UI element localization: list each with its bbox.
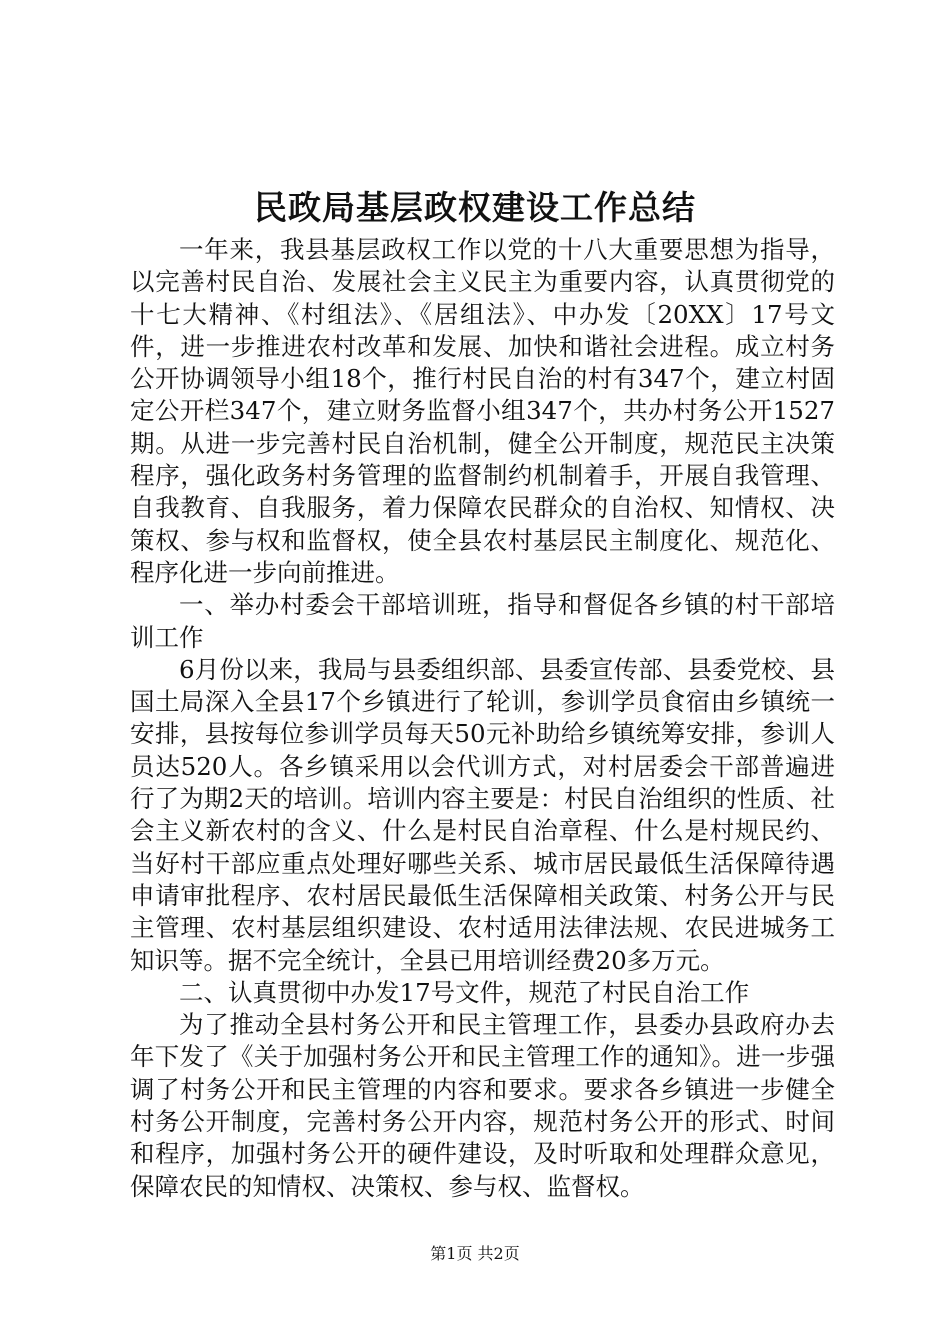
intro-paragraph: 一年来，我县基层政权工作以党的十八大重要思想为指导，以完善村民自治、发展社会主义民主为重要内容，认真贯彻党的十七大精神、《村组法》、《居组法》、中办发〔20XX〕17号文件，进一步推进农村改革和发展、加快和谐社会进程。成立村务公开协调领导小组18个，推行村民自治的村有347个，建立村固定公开栏347个，建立财务监督小组347个，共办村务公开1527期。从进一步完善村民自治机制，健全公开制度，规范民主决策程序，强化政务村务管理的监督制约机制着手，开展自我管理、自我教育、自我服务，着力保障农民群众的自治权、知情权、决策权、参与权和监督权，使全县农村基层民主制度化、规范化、程序化进一步向前推进。: [130, 235, 835, 587]
section-heading-1: 一、举办村委会干部培训班，指导和督促各乡镇的村干部培训工作: [130, 590, 835, 652]
document-title: 民政局基层政权建设工作总结: [254, 188, 696, 227]
document-body: [130, 234, 835, 1203]
section-heading-2: 二、认真贯彻中办发17号文件，规范了村民自治工作: [179, 977, 750, 1007]
section-1-paragraph: 6月份以来，我局与县委组织部、县委宣传部、县委党校、县国土局深入全县17个乡镇进行了轮训，参训学员食宿由乡镇统一安排，县按每位参训学员每天50元补助给乡镇统筹安排，参训人员达520人。各乡镇采用以会代训方式，对村居委会干部普遍进行了为期2天的培训。培训内容主要是：村民自治组织的性质、社会主义新农村的含义、什么是村民自治章程、什么是村规民约、当好村干部应重点处理好哪些关系、城市居民最低生活保障待遇申请审批程序、农村居民最低生活保障相关政策、村务公开与民主管理、农村基层组织建设、农村适用法律法规、农民进城务工知识等。据不完全统计，全县已用培训经费20多万元。: [130, 654, 835, 975]
page-footer: 第1页 共2页: [430, 1244, 520, 1263]
section-2-paragraph: 为了推动全县村务公开和民主管理工作，县委办县政府办去年下发了《关于加强村务公开和民主管理工作的通知》。进一步强调了村务公开和民主管理的内容和要求。要求各乡镇进一步健全村务公开制度，完善村务公开内容，规范村务公开的形式、时间和程序，加强村务公开的硬件建设，及时听取和处理群众意见，保障农民的知情权、决策权、参与权、监督权。: [130, 1010, 835, 1201]
